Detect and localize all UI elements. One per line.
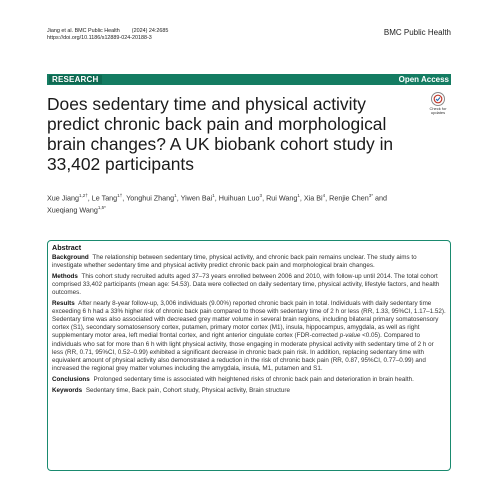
journal-name: BMC Public Health bbox=[383, 28, 451, 37]
doi-link[interactable]: https://doi.org/10.1186/s12889-024-20188-3 bbox=[47, 35, 152, 42]
author[interactable]: Xueqiang Wang bbox=[47, 205, 98, 215]
section-label: Background bbox=[52, 254, 89, 262]
author[interactable]: Rui Wang bbox=[266, 193, 298, 203]
abstract-box bbox=[47, 240, 451, 471]
section-text: This cohort study recruited adults aged 37–73 years enrolled between 2006 and 2010, with follow-up until 2014. The total cohort comprised 33,402 participants (mean age: 54.53). Data were collected on daily sedentary time, physical activity, lifestyle factors, and health outcomes. bbox=[52, 273, 440, 297]
abstract-heading: Abstract bbox=[52, 243, 82, 252]
author[interactable]: Xue Jiang bbox=[47, 193, 79, 203]
section-text: <0.05). Compared to individuals who sat for more than 6 h with light physical activity, those engaging in moderate physical activity with sedentary time of 2 h or less (RR, 0.71, 95%CI, 0.52–0.99) exhibited a significant decrease in chronic back pain risk. In addition, replacing sedentary time with equivalent amount of physical activity also demonstrated a reduction in the risk of chronic back pain (RR, 0.87, 95%CI, 0.77–0.99) and increased the regional grey matter volumes including the amygdala, insula, M1, putamen and S1. bbox=[52, 332, 434, 372]
author-affiliation: 4 bbox=[322, 193, 326, 198]
author-affiliation: 3* bbox=[368, 193, 373, 198]
section-text: The relationship between sedentary time, physical activity, and chronic back pain remains unclear. The study aims to investigate whether sedentary time and physical activity predict chronic back pain and morphological brain changes. bbox=[52, 254, 417, 270]
author[interactable]: Xia Bi bbox=[303, 193, 323, 203]
author[interactable]: Le Tang bbox=[91, 193, 118, 203]
badge-line2: updates bbox=[430, 110, 446, 116]
author-affiliation: 1,5* bbox=[97, 205, 106, 211]
citation-line: Jiang et al. BMC Public Health (2024) 24:2685 bbox=[47, 28, 169, 34]
section-text: Sedentary time, Back pain, Cohort study, Physical activity, Brain structure bbox=[85, 386, 291, 394]
section-text: Prolonged sedentary time is associated with heightened risks of chronic back pain and deterioration in brain health. bbox=[93, 375, 414, 383]
section-label: Keywords bbox=[52, 386, 83, 394]
author[interactable]: Huihuan Luo bbox=[218, 193, 260, 203]
abstract-methods bbox=[52, 273, 446, 297]
check-for-updates-icon bbox=[431, 92, 445, 106]
badge-line1: Check for bbox=[429, 106, 447, 111]
article-type-label: RESEARCH bbox=[49, 75, 102, 84]
section-label: Results bbox=[52, 300, 75, 308]
article-title: Does sedentary time and physical activity predict chronic back pain and morphological brain changes? A UK biobank cohort study in 33,402 participants bbox=[47, 94, 394, 174]
author[interactable]: Yiwen Bai bbox=[180, 193, 213, 203]
section-label: Conclusions bbox=[52, 375, 90, 383]
abstract-conclusions bbox=[52, 376, 446, 384]
author-affiliation: 1 bbox=[212, 193, 215, 198]
author-affiliation: 1† bbox=[117, 193, 123, 198]
author-affiliation: 1 bbox=[297, 193, 300, 198]
author-affiliation: 3 bbox=[259, 193, 263, 198]
abstract-keywords bbox=[52, 387, 446, 395]
section-text: After nearly 8-year follow-up, 3,006 individuals (9.00%) reported chronic back pain in total. Individuals with daily sedentary time exceeding 6 h had a 33% higher risk of chronic back pain compared to those with sedentary time of 2 h or less (RR, 1.33, 95%CI, 1.17–1.52). Sedentary time was also associated with decreased grey matter volume in several brain regions, including bilateral primary somatosensory cortex (S1), secondary somatosensory cortex, putamen, primary motor cortex (M1), insula, hippocampus, amygdala, as well as right supplementary motor area, left medial frontal cortex, and right anterior cingulate cortex (FDR-corrected bbox=[52, 300, 446, 340]
section-text-italic: p-value bbox=[339, 332, 361, 340]
author[interactable]: Renjie Chen bbox=[329, 193, 369, 203]
article-type-banner bbox=[47, 74, 451, 85]
author-affiliation: 1,2† bbox=[78, 193, 88, 198]
check-for-updates-badge[interactable] bbox=[424, 92, 452, 118]
section-label: Methods bbox=[52, 273, 78, 281]
author-affiliation: 1 bbox=[174, 193, 177, 198]
citation-header bbox=[47, 28, 168, 42]
author[interactable]: Yonghui Zhang bbox=[126, 193, 175, 203]
open-access-label: Open Access bbox=[398, 75, 449, 84]
author-list: Xue Jiang$^{1,2\dagger}$, Le Tang$^{1\dagger}$, Yonghui Zhang$^1$, Yiwen Bai$^1$, Huihuan Luo$^3$, Rui Wang$^1$, Xia Bi$^4$, Renjie Chen$^{3*}$ and Xueqiang Wang$^{1,5*}$ bbox=[47, 193, 387, 215]
authors-and: and bbox=[375, 193, 387, 203]
abstract-background bbox=[52, 254, 446, 270]
abstract-results bbox=[52, 300, 446, 372]
